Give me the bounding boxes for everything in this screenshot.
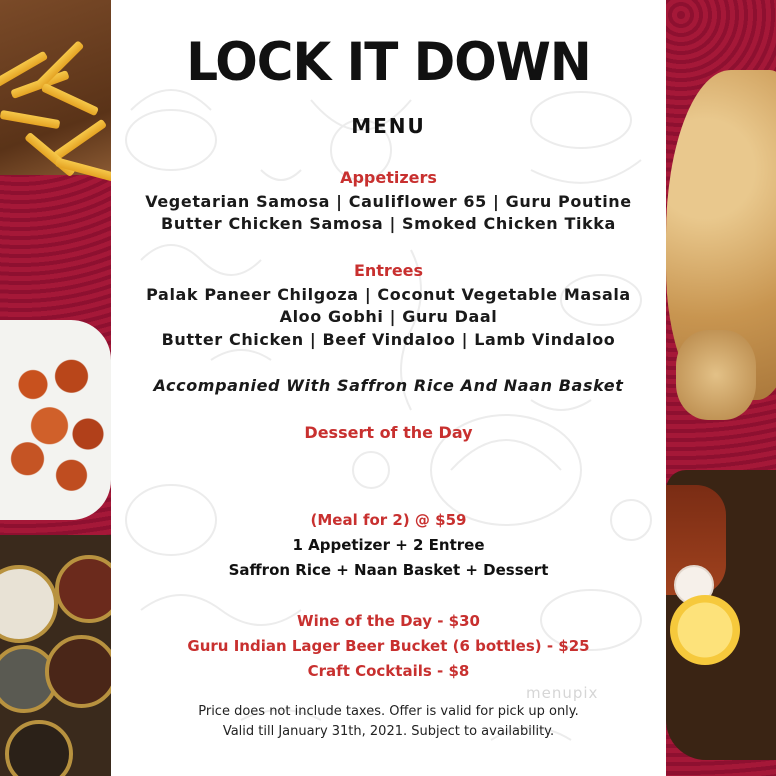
drink-item: Craft Cocktails - $8 <box>307 662 470 680</box>
left-food-photo <box>0 0 111 776</box>
menu-title: LOCK IT DOWN <box>186 31 591 93</box>
accompaniment-note: Accompanied With Saffron Rice And Naan Basket <box>153 376 624 395</box>
meal-line: 1 Appetizer + 2 Entree <box>292 536 485 554</box>
spice-tray <box>0 535 111 776</box>
drink-item: Guru Indian Lager Beer Bucket (6 bottles) - $25 <box>187 637 590 655</box>
french-fries-basket <box>0 55 111 215</box>
appetizers-line: Vegetarian Samosa | Cauliflower 65 | Guru Poutine <box>145 192 632 211</box>
menu-subtitle: MENU <box>351 114 426 138</box>
right-food-photo <box>666 0 776 776</box>
meal-heading: (Meal for 2) @ $59 <box>310 511 467 529</box>
entrees-heading: Entrees <box>353 261 424 280</box>
fried-chicken-dish <box>0 335 110 500</box>
footer-note: Price does not include taxes. Offer is valid for pick up only. <box>198 704 579 719</box>
menu-panel <box>111 0 666 776</box>
naan-piece <box>676 330 756 420</box>
watermark: menupix <box>526 684 599 702</box>
appetizers-heading: Appetizers <box>340 168 437 187</box>
entrees-line: Butter Chicken | Beef Vindaloo | Lamb Vindaloo <box>161 330 616 349</box>
appetizers-line: Butter Chicken Samosa | Smoked Chicken Tikka <box>161 214 616 233</box>
entrees-line: Palak Paneer Chilgoza | Coconut Vegetable Masala <box>146 285 631 304</box>
meal-line: Saffron Rice + Naan Basket + Dessert <box>228 561 549 579</box>
dessert-heading: Dessert of the Day <box>304 423 473 442</box>
drink-item: Wine of the Day - $30 <box>297 612 480 630</box>
entrees-line: Aloo Gobhi | Guru Daal <box>279 307 498 326</box>
footer-note: Valid till January 31th, 2021. Subject to availability. <box>222 724 555 739</box>
lemon-slice <box>670 595 740 665</box>
